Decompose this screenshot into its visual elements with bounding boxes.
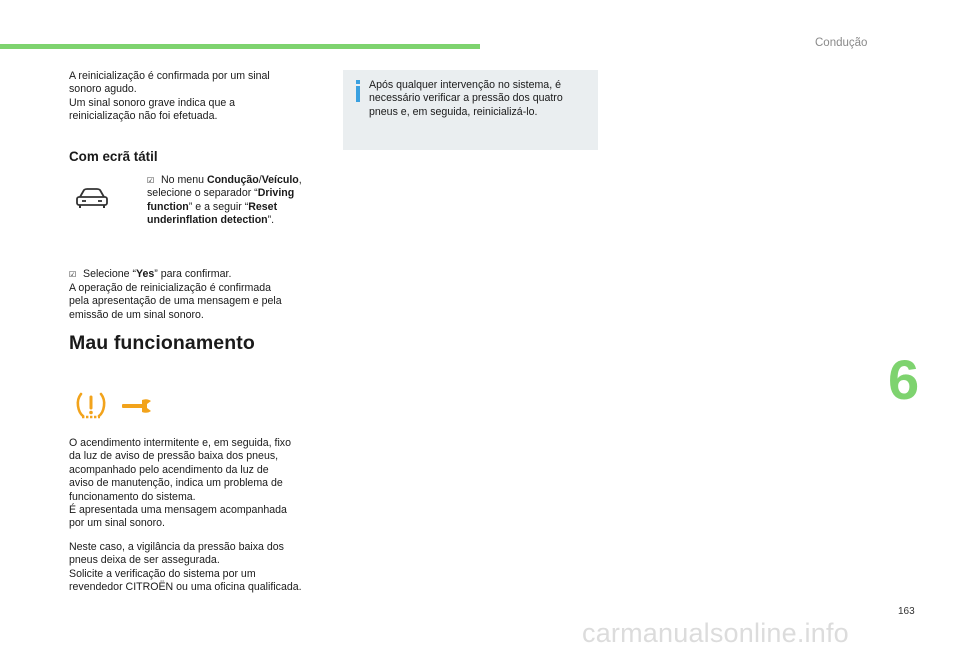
option-name: Yes [136, 268, 155, 280]
malfunction-paragraph [69, 437, 334, 531]
step-text: ”. [267, 214, 275, 227]
malfunction-heading: Mau funcionamento [69, 332, 255, 354]
advice-line: Solicite a verificação do sistema por um [69, 567, 256, 580]
separator: / [258, 174, 262, 186]
step-confirm-instruction [69, 268, 329, 281]
option-name: Driving function [147, 187, 295, 213]
intro-line: reinicialização não foi efetuada. [69, 110, 218, 123]
confirm-line: pela apresentação de uma mensagem e pela [69, 295, 282, 308]
tire-pressure-warning-icon [73, 391, 109, 421]
menu-name: Veículo [261, 174, 299, 186]
intro-line: A reinicialização é confirmada por um sinal [69, 70, 270, 82]
confirm-paragraph [69, 282, 334, 322]
intro-paragraph [69, 70, 329, 124]
info-line: Após qualquer intervenção no sistema, é [369, 79, 561, 91]
malfunction-line: O acendimento intermitente e, em seguida, fixo [69, 437, 291, 449]
checkbox-bullet-icon: ☑ [147, 176, 155, 185]
wrench-icon [120, 396, 154, 416]
advice-line: pneus deixa de ser assegurada. [69, 554, 220, 567]
header-accent-bar [0, 44, 480, 49]
info-line: pneus e, em seguida, reinicializá-lo. [369, 105, 538, 118]
section-title: Condução [815, 37, 868, 49]
step-text: ” para confirmar. [154, 268, 232, 280]
malfunction-line: É apresentada uma mensagem acompanhada [69, 504, 287, 517]
advice-line: Neste caso, a vigilância da pressão baixa dos [69, 541, 284, 553]
info-line: necessário verificar a pressão dos quatro [369, 92, 563, 105]
malfunction-line: funcionamento do sistema. [69, 490, 196, 503]
malfunction-line: acompanhado pelo acendimento da luz de [69, 463, 269, 476]
malfunction-line: aviso de manutenção, indica um problema de [69, 477, 283, 490]
chapter-number: 6 [888, 348, 920, 411]
malfunction-line: da luz de aviso de pressão baixa dos pneus, [69, 450, 279, 463]
malfunction-line: por um sinal sonoro. [69, 517, 165, 530]
menu-name: Condução [206, 174, 259, 186]
touchscreen-heading: Com ecrã tátil [69, 149, 158, 164]
confirm-line: A operação de reinicialização é confirmada [69, 282, 271, 294]
advice-line: revendedor CITROËN ou uma oficina qualificada. [69, 581, 302, 594]
page-number: 163 [898, 606, 915, 617]
info-icon [353, 80, 363, 102]
step-text: ” e a seguir “ [188, 200, 249, 213]
watermark: carmanualsonline.info [582, 618, 849, 648]
step-menu-instruction [147, 174, 327, 228]
car-icon [74, 187, 110, 209]
info-text [369, 79, 594, 119]
step-text: Selecione “ [83, 268, 136, 280]
step-text: No menu [161, 174, 207, 186]
confirm-line: emissão de um sinal sonoro. [69, 308, 204, 321]
checkbox-bullet-icon: ☑ [69, 270, 77, 279]
step-text: , [298, 174, 302, 186]
intro-line: sonoro agudo. [69, 83, 137, 96]
option-name: Reset underinflation detection [147, 200, 278, 227]
step-text: selecione o separador “ [147, 187, 258, 200]
intro-line: Um sinal sonoro grave indica que a [69, 96, 236, 109]
malfunction-advice-paragraph [69, 541, 334, 595]
